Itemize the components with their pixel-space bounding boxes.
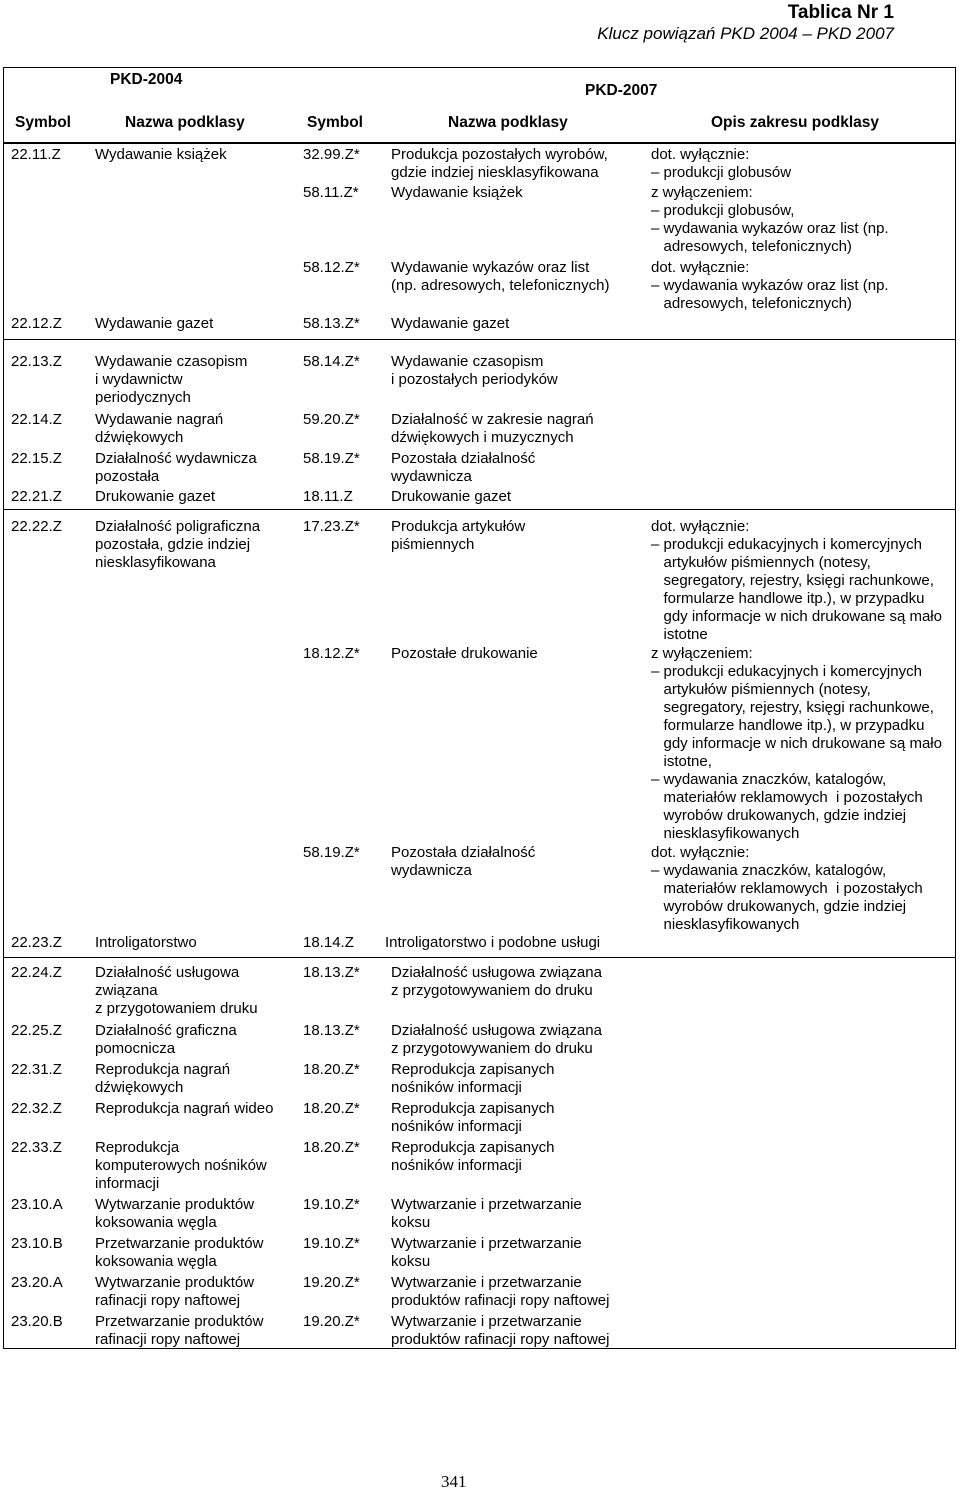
table-row-new-code: 18.12.Z* (303, 645, 360, 662)
table-row-old-code: 22.22.Z (11, 518, 62, 535)
document-subtitle: Klucz powiązań PKD 2004 – PKD 2007 (597, 24, 894, 43)
table-row-new-name: Wydawanie wykazów oraz list (np. adresowych, telefonicznych) (391, 259, 610, 294)
table-row-old-code: 22.31.Z (11, 1061, 62, 1078)
table-row-new-name: Wytwarzanie i przetwarzanie produktów rafinacji ropy naftowej (391, 1274, 610, 1309)
table-row-old-name: Wytwarzanie produktów rafinacji ropy naftowej (95, 1274, 255, 1309)
table-row-new-name: Drukowanie gazet (391, 488, 512, 505)
table-row-new-name: Wydawanie czasopism i pozostałych periodyków (391, 353, 558, 388)
table-row-old-code: 22.24.Z (11, 964, 62, 981)
table-row-old-code: 22.11.Z (11, 146, 61, 163)
table-row-new-code: 18.20.Z* (303, 1139, 360, 1156)
table-row-old-code: 23.10.B (11, 1235, 63, 1252)
header-name-new: Nazwa podklasy (448, 114, 568, 131)
table-row-new-code: 19.20.Z* (303, 1274, 360, 1291)
table-row-new-name: Reprodukcja zapisanych nośników informacji (391, 1100, 555, 1135)
row-separator (3, 957, 956, 958)
table-row-old-code: 22.15.Z (11, 450, 62, 467)
table-row-new-code: 58.13.Z* (303, 315, 360, 332)
row-separator (3, 509, 956, 510)
table-row-new-code: 18.11.Z (303, 488, 353, 505)
table-row-old-name: Przetwarzanie produktów rafinacji ropy naftowej (95, 1313, 264, 1348)
table-row-new-name: Reprodukcja zapisanych nośników informacji (391, 1139, 555, 1174)
header-name-old: Nazwa podklasy (125, 114, 245, 131)
document-title: Tablica Nr 1 (787, 2, 894, 23)
table-row-new-name: Reprodukcja zapisanych nośników informacji (391, 1061, 555, 1096)
table-row-old-code: 22.13.Z (11, 353, 62, 370)
table-row-new-code: 58.14.Z* (303, 353, 360, 370)
table-row-desc: z wyłączeniem: – produkcji edukacyjnych i komercyjnych artykułów piśmiennych (notesy, segregatory, rejestry, księgi rachunkowe, formularze handlowe itp.), w przypadku gdy informacje w nich drukowane są mało istotne, – wydawania znaczków, katalogów, materiałów reklamowych i pozostałych wyrobów drukowanych, gdzie indziej niesklasyfikowanych (651, 645, 942, 842)
table-row-new-name: Działalność w zakresie nagrań dźwiękowych i muzycznych (391, 411, 594, 446)
table-row-desc: dot. wyłącznie: – wydawania znaczków, katalogów, materiałów reklamowych i pozostałych wyrobów drukowanych, gdzie indziej niesklasyfikowanych (651, 844, 923, 933)
table-row-new-name: Pozostałe drukowanie (391, 645, 538, 662)
table-row-old-code: 22.32.Z (11, 1100, 62, 1117)
table-row-old-name: Przetwarzanie produktów koksowania węgla (95, 1235, 264, 1270)
table-row-new-code: 19.20.Z* (303, 1313, 360, 1330)
table-row-old-name: Wydawanie czasopism i wydawnictw periodycznych (95, 353, 248, 406)
table-row-new-name: Introligatorstwo i podobne usługi (385, 934, 601, 951)
table-row-desc: z wyłączeniem: – produkcji globusów, – wydawania wykazów oraz list (np. adresowych, telefonicznych) (651, 184, 889, 255)
table-row-new-code: 19.10.Z* (303, 1235, 360, 1252)
header-symbol-old: Symbol (15, 114, 71, 131)
table-row-old-code: 22.12.Z (11, 315, 62, 332)
table-row-new-name: Wytwarzanie i przetwarzanie koksu (391, 1235, 582, 1270)
table-row-old-code: 22.14.Z (11, 411, 62, 428)
header-symbol-new: Symbol (307, 114, 363, 131)
header-rule (3, 142, 956, 144)
table-row-old-code: 22.33.Z (11, 1139, 62, 1156)
table-row-new-code: 19.10.Z* (303, 1196, 360, 1213)
table-row-old-name: Działalność graficzna pomocnicza (95, 1022, 237, 1057)
table-row-new-code: 58.19.Z* (303, 844, 360, 861)
table-row-old-code: 23.10.A (11, 1196, 63, 1213)
table-row-new-code: 17.23.Z* (303, 518, 360, 535)
table-row-desc: dot. wyłącznie: – wydawania wykazów oraz list (np. adresowych, telefonicznych) (651, 259, 889, 312)
table-row-old-name: Reprodukcja nagrań dźwiękowych (95, 1061, 231, 1096)
table-row-new-code: 59.20.Z* (303, 411, 360, 428)
header-pkd2004: PKD-2004 (110, 71, 183, 88)
table-row-new-name: Wytwarzanie i przetwarzanie produktów rafinacji ropy naftowej (391, 1313, 610, 1348)
table-row-new-code: 58.12.Z* (303, 259, 360, 276)
table-row-new-code: 58.19.Z* (303, 450, 360, 467)
table-row-new-name: Wydawanie gazet (391, 315, 510, 332)
table-row-new-code: 18.13.Z* (303, 964, 360, 981)
table-row-new-code: 18.14.Z (303, 934, 354, 951)
page-number: 341 (441, 1472, 467, 1491)
header-desc: Opis zakresu podklasy (711, 114, 879, 131)
table-row-new-name: Wydawanie książek (391, 184, 523, 201)
table-row-old-name: Działalność poligraficzna pozostała, gdzie indziej niesklasyfikowana (95, 518, 261, 571)
table-row-new-name: Działalność usługowa związana z przygotowywaniem do druku (391, 1022, 602, 1057)
table-row-old-name: Działalność wydawnicza pozostała (95, 450, 257, 485)
table-row-desc: dot. wyłącznie: – produkcji globusów (651, 146, 792, 181)
table-row-new-name: Produkcja artykułów piśmiennych (391, 518, 526, 553)
table-row-old-name: Wytwarzanie produktów koksowania węgla (95, 1196, 255, 1231)
table-row-old-code: 22.23.Z (11, 934, 62, 951)
table-row-old-name: Introligatorstwo (95, 934, 197, 951)
table-row-old-name: Reprodukcja komputerowych nośników informacji (95, 1139, 267, 1192)
table-row-new-code: 32.99.Z* (303, 146, 360, 163)
table-row-old-name: Reprodukcja nagrań wideo (95, 1100, 274, 1117)
table-row-old-name: Wydawanie nagrań dźwiękowych (95, 411, 224, 446)
table-row-new-name: Wytwarzanie i przetwarzanie koksu (391, 1196, 582, 1231)
table-row-new-name: Produkcja pozostałych wyrobów, gdzie indziej niesklasyfikowana (391, 146, 608, 181)
table-row-desc: dot. wyłącznie: – produkcji edukacyjnych i komercyjnych artykułów piśmiennych (notesy, segregatory, rejestry, księgi rachunkowe, formularze handlowe itp.), w przypadku gdy informacje w nich drukowane są mało istotne (651, 518, 942, 643)
table-row-old-name: Wydawanie gazet (95, 315, 214, 332)
table-row-old-code: 22.25.Z (11, 1022, 62, 1039)
table-row-new-code: 18.20.Z* (303, 1100, 360, 1117)
header-pkd2007: PKD-2007 (585, 82, 658, 99)
table-row-old-name: Drukowanie gazet (95, 488, 216, 505)
table-row-new-name: Pozostała działalność wydawnicza (391, 450, 536, 485)
table-row-old-code: 22.21.Z (11, 488, 62, 505)
table-row-new-name: Działalność usługowa związana z przygotowywaniem do druku (391, 964, 602, 999)
table-row-new-code: 58.11.Z* (303, 184, 359, 201)
table-row-new-code: 18.13.Z* (303, 1022, 360, 1039)
table-row-old-name: Wydawanie książek (95, 146, 227, 163)
table-row-new-code: 18.20.Z* (303, 1061, 360, 1078)
table-row-old-code: 23.20.A (11, 1274, 63, 1291)
table-row-old-code: 23.20.B (11, 1313, 63, 1330)
table-row-new-name: Pozostała działalność wydawnicza (391, 844, 536, 879)
row-separator (3, 339, 956, 340)
table-row-old-name: Działalność usługowa związana z przygotowaniem druku (95, 964, 258, 1017)
